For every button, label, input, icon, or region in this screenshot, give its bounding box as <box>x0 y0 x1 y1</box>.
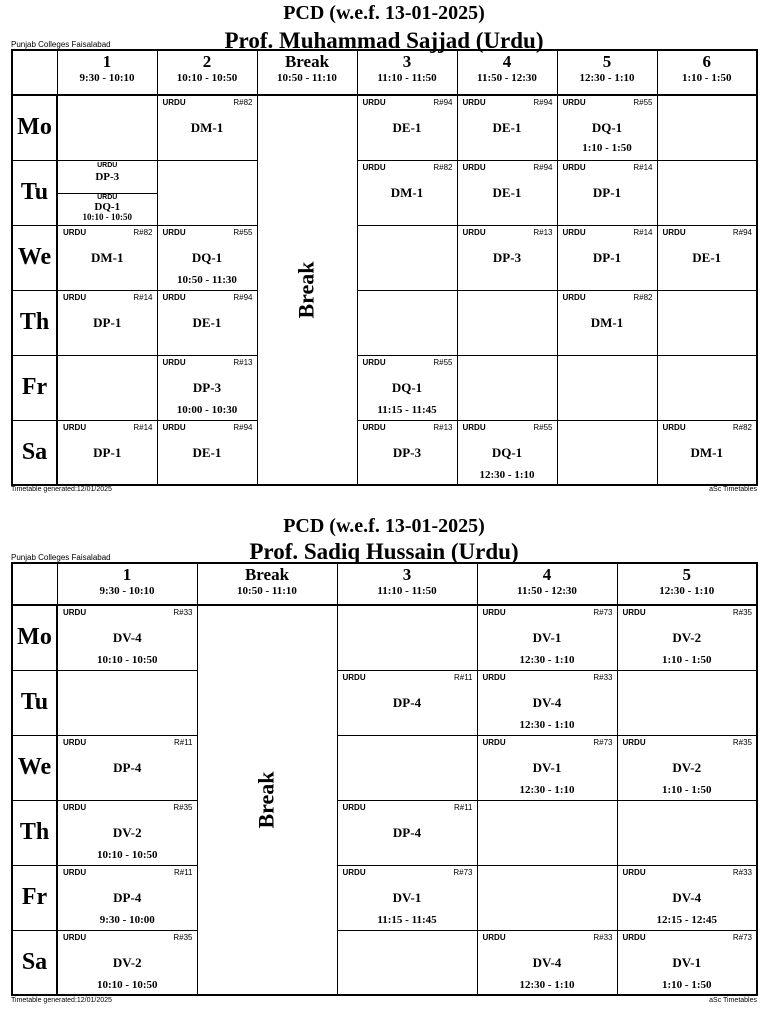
subject-label: URDU <box>482 672 506 682</box>
lesson-cell <box>157 225 257 290</box>
subject-label: URDU <box>622 867 646 877</box>
subject-label: URDU <box>162 422 186 432</box>
room-number: R#11 <box>173 867 193 877</box>
lesson-cell <box>477 605 617 670</box>
class-code: DP-4 <box>113 889 142 905</box>
period-time: 10:10 - 10:50 <box>176 72 238 84</box>
room-number: R#11 <box>453 802 473 812</box>
class-code: DP-1 <box>93 444 122 460</box>
room-number: R#13 <box>233 357 253 367</box>
class-code: DV-2 <box>672 630 702 645</box>
lesson-time: 12:30 - 1:10 <box>519 654 575 666</box>
period-number: 5 <box>682 565 691 584</box>
subject-label: URDU <box>162 227 186 237</box>
room-number: R#35 <box>732 608 752 617</box>
empty-cell <box>337 605 477 670</box>
period-time: 9:30 - 10:10 <box>99 585 155 597</box>
lesson-time: 1:10 - 1:50 <box>662 978 712 991</box>
period-time: 10:50 - 11:10 <box>277 72 337 84</box>
lesson-cell <box>357 420 457 485</box>
period-header <box>257 50 357 95</box>
empty-cell <box>617 800 757 865</box>
class-code: DP-4 <box>392 694 422 710</box>
room-number: R#55 <box>533 422 553 432</box>
day-label: Tu <box>12 160 57 225</box>
lesson-cell <box>337 800 477 865</box>
period-header <box>657 50 757 95</box>
period-time: 11:10 - 11:50 <box>377 72 437 84</box>
class-code: DP-4 <box>113 759 142 775</box>
room-number: R#35 <box>173 802 193 812</box>
class-code: DV-2 <box>672 759 702 775</box>
period-number: 5 <box>602 52 612 71</box>
lesson-half <box>58 161 157 194</box>
lesson-time: 10:00 - 10:30 <box>176 403 238 416</box>
class-code: DP-3 <box>392 444 422 460</box>
class-code: DE-1 <box>392 120 422 135</box>
period-time: 9:30 - 10:10 <box>79 72 135 84</box>
day-label: Sa <box>12 420 57 485</box>
room-number: R#73 <box>732 932 752 942</box>
college-name: Punjab Colleges Faisalabad <box>11 40 111 49</box>
class-code: DV-4 <box>672 889 702 905</box>
subject-label: URDU <box>342 867 366 877</box>
class-code: DQ-1 <box>491 444 523 460</box>
empty-cell <box>337 930 477 995</box>
lesson-cell <box>357 160 457 225</box>
subject-label: URDU <box>97 161 118 169</box>
room-number: R#94 <box>233 422 253 432</box>
lesson-cell <box>357 95 457 160</box>
subject-label: URDU <box>482 932 506 942</box>
corner-cell <box>12 563 57 605</box>
class-code: DE-1 <box>692 249 722 265</box>
subject-label: URDU <box>63 292 87 302</box>
room-number: R#94 <box>233 292 253 302</box>
empty-cell <box>57 670 197 735</box>
room-number: R#14 <box>633 162 653 172</box>
room-number: R#33 <box>593 672 613 682</box>
period-time: 11:50 - 12:30 <box>517 585 577 597</box>
break-label: Break <box>293 261 319 319</box>
period-header <box>477 563 617 605</box>
lesson-cell <box>557 290 657 355</box>
room-number: R#73 <box>593 737 613 747</box>
empty-cell <box>657 160 757 225</box>
room-number: R#11 <box>453 672 473 682</box>
empty-cell <box>357 225 457 290</box>
subject-label: URDU <box>342 672 366 682</box>
class-code: DV-4 <box>112 630 142 645</box>
lesson-time: 10:10 - 10:50 <box>97 654 158 666</box>
room-number: R#13 <box>433 422 453 432</box>
period-header <box>457 50 557 95</box>
lesson-time: 9:30 - 10:00 <box>99 913 155 926</box>
period-header <box>157 50 257 95</box>
room-number: R#94 <box>533 162 553 172</box>
timetable-title: PCD (w.e.f. 13-01-2025) <box>283 2 485 24</box>
period-number: 4 <box>542 565 552 584</box>
subject-label: URDU <box>162 98 186 107</box>
period-time: 11:50 - 12:30 <box>477 72 537 84</box>
period-time: 1:10 - 1:50 <box>682 72 732 84</box>
period-header <box>57 563 197 605</box>
lesson-cell <box>57 865 197 930</box>
class-code: DQ-1 <box>191 249 223 265</box>
lesson-cell <box>457 95 557 160</box>
class-code: DV-4 <box>532 694 562 710</box>
room-number: R#73 <box>453 867 473 877</box>
room-number: R#33 <box>173 608 193 617</box>
lesson-cell <box>657 420 757 485</box>
subject-label: URDU <box>662 227 686 237</box>
empty-cell <box>57 355 157 420</box>
subject-label: URDU <box>97 193 118 201</box>
lesson-time: 12:30 - 1:10 <box>519 718 575 731</box>
lesson-cell <box>617 865 757 930</box>
empty-cell <box>617 670 757 735</box>
subject-label: URDU <box>162 292 186 302</box>
room-number: R#55 <box>233 227 253 237</box>
subject-label: URDU <box>362 98 386 107</box>
lesson-time: 12:30 - 1:10 <box>479 468 535 481</box>
lesson-time: 1:10 - 1:50 <box>582 142 632 154</box>
period-number: 2 <box>202 52 212 71</box>
lesson-cell <box>57 735 197 800</box>
class-code: DP-3 <box>492 249 522 265</box>
teacher-name: Prof. Muhammad Sajjad (Urdu) <box>224 28 544 53</box>
room-number: R#55 <box>433 357 453 367</box>
lesson-time: 11:15 - 11:45 <box>377 913 437 926</box>
class-code: DM-1 <box>390 184 424 200</box>
empty-cell <box>357 290 457 355</box>
class-code: DP-3 <box>192 379 222 395</box>
day-label: Mo <box>12 605 57 670</box>
footer-generated: Timetable generated:12/01/2025 <box>11 486 112 493</box>
room-number: R#82 <box>433 162 453 172</box>
lesson-cell <box>457 420 557 485</box>
lesson-cell <box>477 735 617 800</box>
subject-label: URDU <box>562 227 586 237</box>
period-header <box>357 50 457 95</box>
subject-label: URDU <box>63 802 87 812</box>
lesson-cell <box>457 225 557 290</box>
room-number: R#94 <box>732 227 752 237</box>
room-number: R#35 <box>173 932 193 942</box>
class-code: DV-1 <box>392 889 422 905</box>
class-code: DM-1 <box>590 314 624 330</box>
empty-cell <box>337 735 477 800</box>
empty-cell <box>157 160 257 225</box>
class-code: DP-1 <box>592 184 622 200</box>
subject-label: URDU <box>63 867 87 877</box>
lesson-cell <box>337 670 477 735</box>
subject-label: URDU <box>462 162 486 172</box>
empty-cell <box>57 95 157 160</box>
period-number: 4 <box>502 52 512 71</box>
lesson-cell <box>57 605 197 670</box>
day-label: Fr <box>12 865 57 930</box>
lesson-cell <box>57 420 157 485</box>
lesson-time: 10:10 - 10:50 <box>82 211 132 222</box>
empty-cell <box>657 355 757 420</box>
subject-label: URDU <box>362 357 386 367</box>
class-code: DE-1 <box>192 314 222 330</box>
lesson-cell <box>477 670 617 735</box>
lesson-half <box>58 194 157 226</box>
lesson-cell <box>477 930 617 995</box>
corner-cell <box>12 50 57 95</box>
lesson-time: 12:30 - 1:10 <box>519 783 575 796</box>
subject-label: URDU <box>63 227 87 237</box>
class-code: DV-2 <box>112 954 142 970</box>
room-number: R#82 <box>233 98 253 107</box>
period-header <box>197 563 337 605</box>
class-code: DQ-1 <box>94 200 121 213</box>
period-time: 12:30 - 1:10 <box>659 585 715 597</box>
period-number: 3 <box>402 565 412 584</box>
lesson-cell <box>57 290 157 355</box>
lesson-cell <box>157 290 257 355</box>
empty-cell <box>557 355 657 420</box>
class-code: DQ-1 <box>591 120 623 135</box>
subject-label: URDU <box>462 227 486 237</box>
room-number: R#14 <box>133 422 153 432</box>
subject-label: URDU <box>562 292 586 302</box>
room-number: R#14 <box>133 292 153 302</box>
subject-label: URDU <box>63 608 87 617</box>
period-number: Break <box>284 52 330 71</box>
timetable-grid <box>11 562 758 996</box>
room-number: R#33 <box>593 932 613 942</box>
period-number: Break <box>244 565 290 584</box>
lesson-cell <box>337 865 477 930</box>
lesson-cell <box>57 930 197 995</box>
break-column <box>197 605 337 995</box>
day-label: We <box>12 735 57 800</box>
lesson-cell <box>617 735 757 800</box>
lesson-time: 12:30 - 1:10 <box>519 978 575 991</box>
empty-cell <box>657 290 757 355</box>
subject-label: URDU <box>342 802 366 812</box>
subject-label: URDU <box>662 422 686 432</box>
class-code: DM-1 <box>190 120 224 135</box>
period-time: 11:10 - 11:50 <box>377 585 437 597</box>
empty-cell <box>657 95 757 160</box>
teacher-name: Prof. Sadiq Hussain (Urdu) <box>249 539 519 564</box>
class-code: DV-2 <box>112 824 142 840</box>
period-time: 10:50 - 11:10 <box>237 585 297 597</box>
class-code: DV-1 <box>672 954 702 970</box>
room-number: R#11 <box>173 737 193 747</box>
lesson-cell <box>557 95 657 160</box>
empty-cell <box>477 800 617 865</box>
class-code: DM-1 <box>690 444 723 460</box>
lesson-cell <box>617 930 757 995</box>
period-header <box>557 50 657 95</box>
class-code: DE-1 <box>192 444 222 460</box>
day-label: Tu <box>12 670 57 735</box>
lesson-time: 12:15 - 12:45 <box>656 913 717 926</box>
room-number: R#33 <box>732 867 752 877</box>
lesson-time: 10:10 - 10:50 <box>97 848 158 861</box>
lesson-cell <box>617 605 757 670</box>
empty-cell <box>477 865 617 930</box>
period-header <box>617 563 757 605</box>
subject-label: URDU <box>362 162 386 172</box>
class-code: DP-1 <box>93 314 122 330</box>
subject-label: URDU <box>622 737 646 747</box>
lesson-cell <box>457 160 557 225</box>
footer-brand: aSc Timetables <box>709 486 757 493</box>
day-label: Mo <box>12 95 57 160</box>
lesson-time: 11:15 - 11:45 <box>377 403 437 416</box>
class-code: DV-1 <box>532 759 562 775</box>
timetable-title: PCD (w.e.f. 13-01-2025) <box>283 515 485 537</box>
room-number: R#73 <box>593 608 613 617</box>
subject-label: URDU <box>63 422 87 432</box>
split-lesson-cell <box>57 160 157 225</box>
class-code: DP-1 <box>592 249 622 265</box>
lesson-cell <box>157 420 257 485</box>
subject-label: URDU <box>562 162 586 172</box>
empty-cell <box>457 355 557 420</box>
room-number: R#94 <box>533 98 553 107</box>
room-number: R#82 <box>133 227 153 237</box>
class-code: DP-4 <box>392 824 422 840</box>
period-number: 6 <box>702 52 711 71</box>
lesson-cell <box>557 160 657 225</box>
lesson-cell <box>657 225 757 290</box>
lesson-cell <box>57 225 157 290</box>
class-code: DE-1 <box>492 184 522 200</box>
lesson-cell <box>557 225 657 290</box>
class-code: DV-1 <box>532 630 562 645</box>
period-header <box>337 563 477 605</box>
period-time: 12:30 - 1:10 <box>579 72 635 84</box>
subject-label: URDU <box>622 932 646 942</box>
subject-label: URDU <box>63 737 87 747</box>
subject-label: URDU <box>622 608 646 617</box>
subject-label: URDU <box>562 98 586 107</box>
period-header <box>57 50 157 95</box>
lesson-time: 10:50 - 11:30 <box>177 273 237 286</box>
lesson-time: 1:10 - 1:50 <box>662 783 712 796</box>
room-number: R#13 <box>533 227 553 237</box>
timetable-grid <box>11 49 758 486</box>
subject-label: URDU <box>362 422 386 432</box>
period-number: 1 <box>122 565 132 584</box>
lesson-cell <box>357 355 457 420</box>
subject-label: URDU <box>482 737 506 747</box>
subject-label: URDU <box>63 932 87 942</box>
lesson-cell <box>157 355 257 420</box>
day-label: Th <box>12 290 57 355</box>
class-code: DP-3 <box>95 170 120 183</box>
footer-brand: aSc Timetables <box>709 997 757 1004</box>
day-label: Fr <box>12 355 57 420</box>
subject-label: URDU <box>162 357 186 367</box>
room-number: R#82 <box>633 292 653 302</box>
lesson-time: 1:10 - 1:50 <box>662 654 712 666</box>
subject-label: URDU <box>462 422 486 432</box>
room-number: R#94 <box>433 98 453 107</box>
lesson-cell <box>157 95 257 160</box>
class-code: DM-1 <box>91 249 124 265</box>
lesson-time: 10:10 - 10:50 <box>97 978 158 991</box>
subject-label: URDU <box>482 608 506 617</box>
class-code: DQ-1 <box>391 379 423 395</box>
empty-cell <box>557 420 657 485</box>
break-label: Break <box>253 771 279 829</box>
day-label: We <box>12 225 57 290</box>
day-label: Th <box>12 800 57 865</box>
break-column <box>257 95 357 485</box>
room-number: R#55 <box>633 98 653 107</box>
footer-generated: Timetable generated:12/01/2025 <box>11 997 112 1004</box>
class-code: DV-4 <box>532 954 562 970</box>
period-number: 3 <box>402 52 412 71</box>
lesson-cell <box>57 800 197 865</box>
room-number: R#82 <box>732 422 752 432</box>
class-code: DE-1 <box>492 120 522 135</box>
period-number: 1 <box>102 52 112 71</box>
room-number: R#14 <box>633 227 653 237</box>
college-name: Punjab Colleges Faisalabad <box>11 553 111 562</box>
day-label: Sa <box>12 930 57 995</box>
subject-label: URDU <box>462 98 486 107</box>
room-number: R#35 <box>732 737 752 747</box>
empty-cell <box>457 290 557 355</box>
